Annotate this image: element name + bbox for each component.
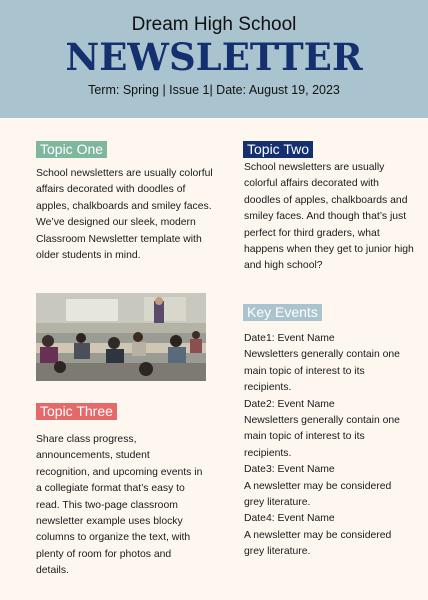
topic-three-body: Share class progress, announcements, student recognition, and upcoming events in a collegiate format that’s easy to read. This two-page classroom newsletter example uses blocky columns to organize the text, with plenty of room for photos and details. bbox=[36, 434, 203, 577]
header-banner bbox=[0, 0, 428, 118]
topic-one-heading: Topic One bbox=[36, 141, 107, 158]
masthead-title: NEWSLETTER bbox=[65, 35, 363, 79]
event-date: Date3: Event Name bbox=[244, 464, 335, 476]
topic-one-body: School newsletters are usually colorful affairs decorated with doodles of apples, chalkboards and smiley faces. We’ve designed our sleek, modern Classroom Newsletter template with older students in mind. bbox=[36, 168, 213, 262]
topic-two-body: School newsletters are usually colorful affairs decorated with doodles of apples, chalkboards and smiley faces. And though that’s just perfect for third graders, what happens when they get to junior high and high school? bbox=[244, 162, 414, 272]
school-name: Dream High School bbox=[131, 14, 297, 35]
event-description: A newsletter may be considered grey literature. bbox=[244, 480, 392, 509]
classroom-photo bbox=[36, 293, 206, 381]
topic-two-heading: Topic Two bbox=[243, 141, 313, 158]
issue-meta: Term: Spring | Issue 1| Date: August 19, 2023 bbox=[88, 83, 340, 97]
key-events-list bbox=[244, 331, 414, 561]
event-description: A newsletter may be considered grey literature. bbox=[244, 529, 392, 558]
event-date: Date4: Event Name bbox=[244, 513, 335, 525]
event-date: Date2: Event Name bbox=[244, 398, 335, 410]
topic-three-heading: Topic Three bbox=[36, 403, 117, 420]
event-description: Newsletters generally contain one main topic of interest to its recipients. bbox=[244, 349, 400, 394]
classroom-photo-illustration bbox=[36, 293, 206, 381]
event-date: Date1: Event Name bbox=[244, 333, 335, 344]
event-description: Newsletters generally contain one main topic of interest to its recipients. bbox=[244, 415, 400, 459]
key-events-heading: Key Events bbox=[243, 304, 322, 321]
